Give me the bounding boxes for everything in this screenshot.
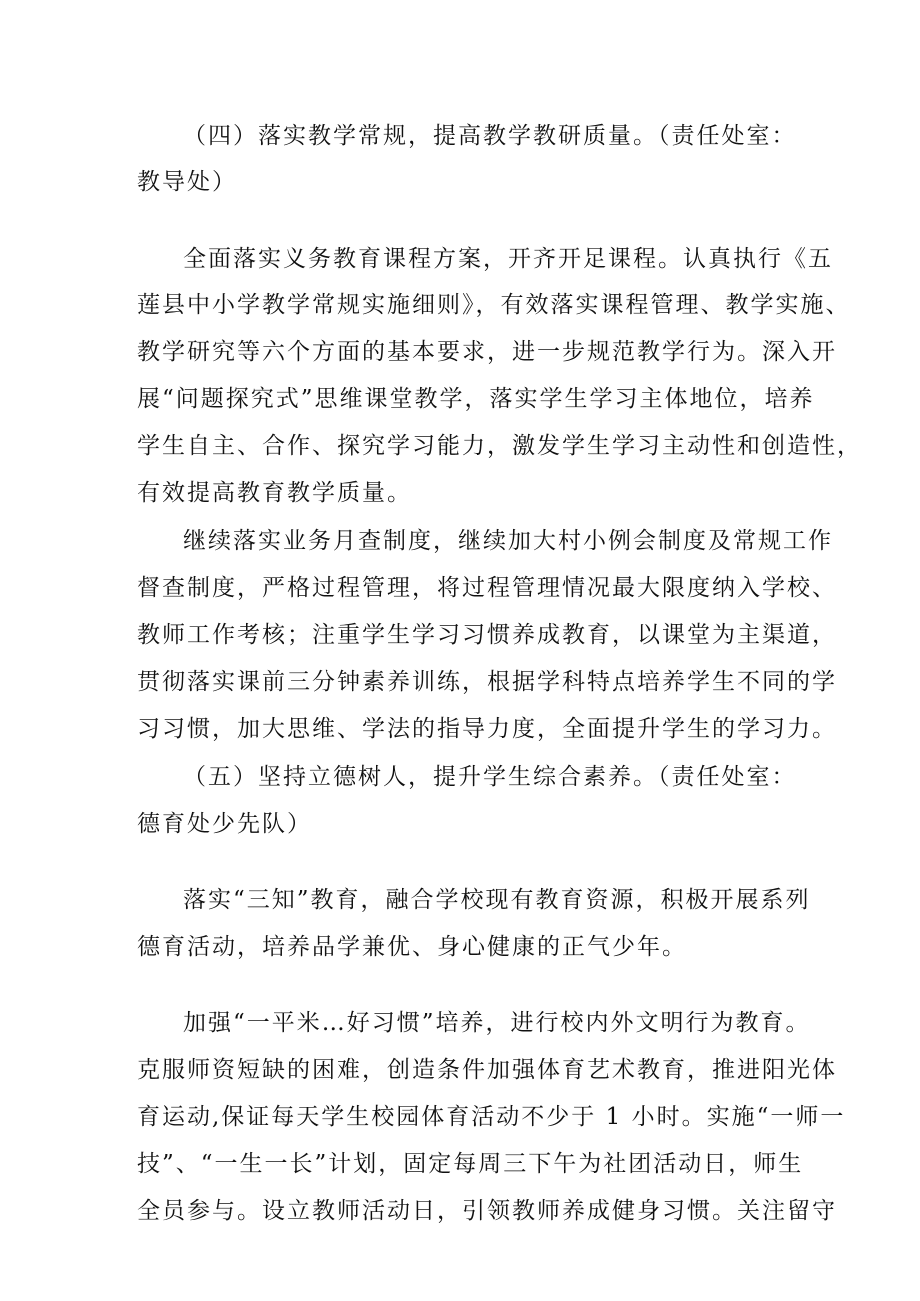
paragraph-line: 继续落实业务月查制度，继续加大村小例会制度及常规工作 (183, 528, 833, 554)
paragraph-line: 展“问题探究式”思维课堂教学，落实学生学习主体地位，培养 (137, 386, 815, 412)
paragraph-line: 督查制度，严格过程管理，将过程管理情况最大限度纳入学校、 (137, 575, 837, 601)
paragraph-line: 教师工作考核；注重学生学习习惯养成教育，以课堂为主渠道， (137, 622, 837, 648)
paragraph-line: 全员参与。设立教师活动日，引领教师养成健身习惯。关注留守 (137, 1198, 837, 1224)
paragraph-line: 德育活动，培养品学兼优、身心健康的正气少年。 (137, 934, 687, 960)
paragraph-line: 加强“一平米…好习惯”培养，进行校内外文明行为教育。 (183, 1010, 811, 1036)
paragraph-line: 育运动,保证每天学生校园体育活动不少于 1 小时。实施“一师一 (137, 1104, 846, 1130)
heading-section-4-line-1: （四）落实教学常规，提高教学教研质量。（责任处室： (183, 123, 797, 149)
paragraph-line: 技”、“一生一长”计划，固定每周三下午为社团活动日，师生 (137, 1151, 804, 1177)
paragraph-line: 学生自主、合作、探究学习能力，激发学生学习主动性和创造性， (137, 433, 862, 459)
paragraph-line: 落实“三知”教育，融合学校现有教育资源，积极开展系列 (183, 887, 811, 913)
paragraph-line: 莲县中小学教学常规实施细则》，有效落实课程管理、教学实施、 (137, 292, 851, 318)
paragraph-line: 教学研究等六个方面的基本要求，进一步规范教学行为。深入开 (137, 339, 837, 365)
heading-section-5-line-1: （五）坚持立德树人，提升学生综合素养。（责任处室： (183, 764, 797, 790)
paragraph-line: 有效提高教育教学质量。 (137, 480, 412, 506)
heading-section-5-line-2: 德育处少先队） (137, 811, 312, 837)
heading-section-4-line-2: 教导处） (137, 169, 237, 195)
paragraph-line: 全面落实义务教育课程方案，开齐开足课程。认真执行《五 (183, 246, 833, 272)
paragraph-line: 习习惯，加大思维、学法的指导力度，全面提升学生的学习力。 (137, 716, 837, 742)
paragraph-line: 贯彻落实课前三分钟素养训练，根据学科特点培养学生不同的学 (137, 669, 837, 695)
paragraph-line: 克服师资短缺的困难，创造条件加强体育艺术教育，推进阳光体 (137, 1057, 837, 1083)
